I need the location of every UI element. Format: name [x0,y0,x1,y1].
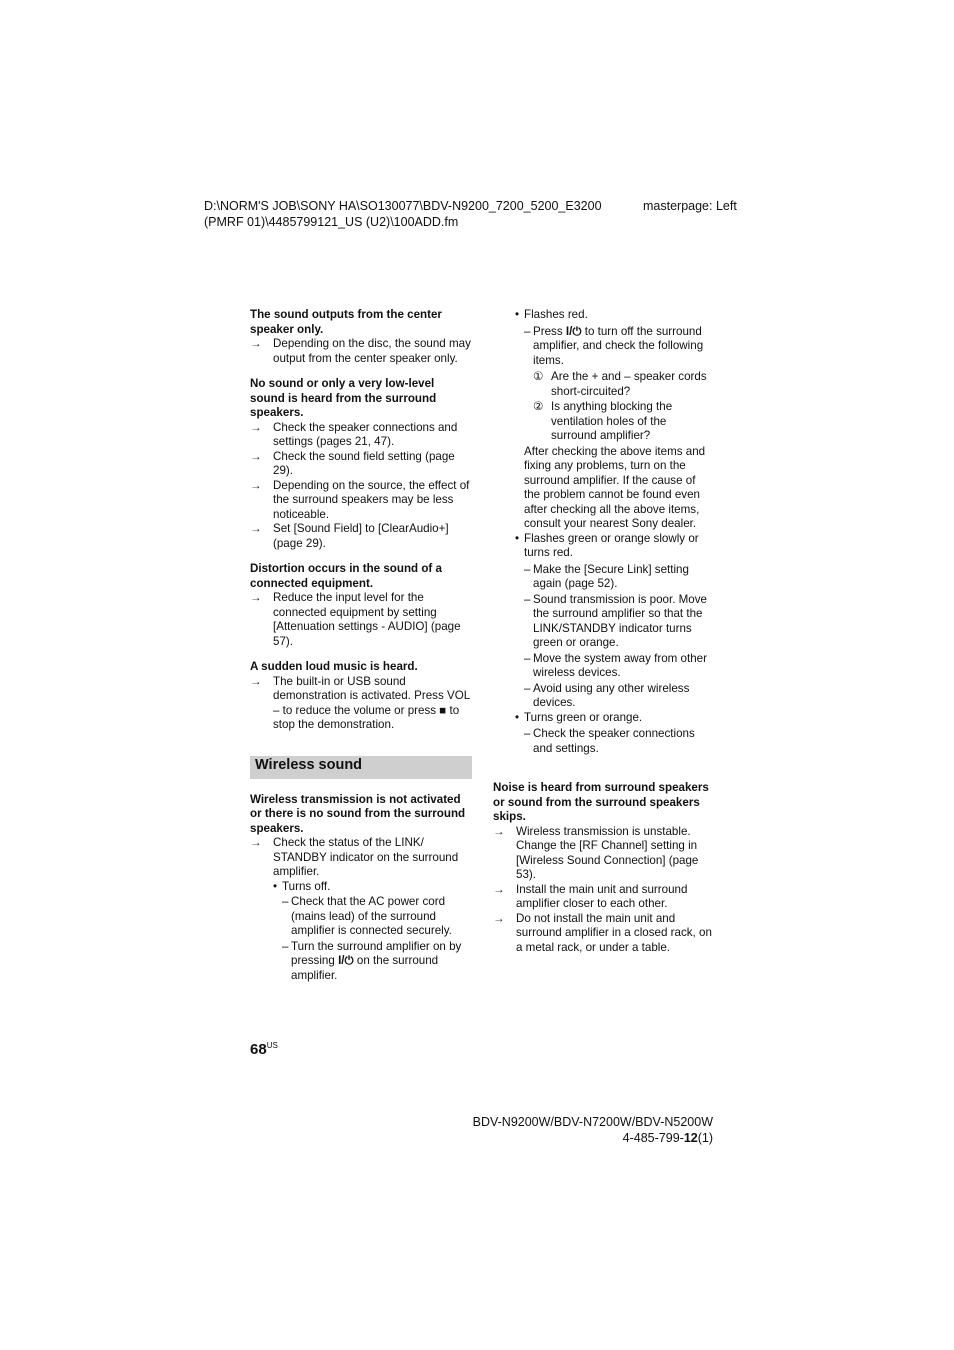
check-text-part2: on the surround amplifier. [291,954,439,982]
check-item [282,940,472,984]
circled-one-icon: ① [533,370,544,383]
page-number [250,1041,278,1058]
numbered-check-item [533,400,713,444]
page-number-value: 68 [250,1041,267,1058]
solution-text-part1: The built-in or USB sound demonstration is activated. Press VOL – to reduce the volume or press [273,674,470,717]
problem-distortion-title: Distortion occurs in the sound of a connected equipment. [250,562,442,590]
file-path-line1: D:\NORM'S JOB\SONY HA\SO130077\BDV-N9200_7200_5200_E3200 [204,199,602,213]
section-title-wireless-sound: Wireless sound [250,756,472,779]
check-item: – Move the system away from other wireless devices. [524,652,713,681]
file-path-header [204,198,624,230]
solution-item [250,675,472,733]
noise-problem-block [493,781,715,955]
power-icon: I/⏻ [565,324,582,338]
solution-item: → Check the speaker connections and settings (pages 21, 47). [250,421,472,450]
after-check-note: After checking the above items and fixing any problems, turn on the surround amplifier. If the cause of the problem cannot be found even after checking all the above items, consult your nearest Sony dealer. [524,444,706,530]
solution-item: → Depending on the disc, the sound may output from the center speaker only. [250,337,472,366]
problem-low-surround-title: No sound or only a very low-level sound is heard from the surround speakers. [250,377,437,419]
document-code-revision: 12 [683,1131,698,1145]
check-text-part2: to turn off the surround amplifier, and check the following items. [533,324,704,367]
check-item [524,325,713,369]
solution-item: → Check the status of the LINK/ STANDBY indicator on the surround amplifier. [250,836,472,880]
solution-item: → Install the main unit and surround amplifier closer to each other. [493,883,715,912]
status-bullet: • Turns green or orange. [515,711,713,726]
masterpage-label: masterpage: Left [643,199,737,213]
document-code-prefix: 4-485-799- [622,1131,684,1145]
solution-item: → Depending on the source, the effect of the surround speakers may be less noticeable. [250,479,472,523]
solution-item: → Check the sound field setting (page 29). [250,450,472,479]
numbered-check-text: Is anything blocking the ventilation holes of the surround amplifier? [551,400,673,442]
stop-icon: ■ [439,703,447,717]
document-code [473,1130,713,1146]
solution-item: → Reduce the input level for the connected equipment by setting [Attenuation settings - AUDIO] (page 57). [250,591,472,649]
status-bullet: • Flashes red. [515,308,713,323]
solution-item: → Do not install the main unit and surround amplifier in a closed rack, on a metal rack, or under a table. [493,912,715,956]
check-item: – Check that the AC power cord (mains lead) of the surround amplifier is connected securely. [282,895,472,939]
model-numbers: BDV-N9200W/BDV-N7200W/BDV-N5200W [472,1115,713,1129]
circled-two-icon: ② [533,400,544,413]
problem-wireless-title: Wireless transmission is not activated or there is no sound from the surround speakers. [250,792,466,835]
solution-item: → Wireless transmission is unstable. Change the [RF Channel] setting in [Wireless Sound Connection] (page 53). [493,825,715,883]
document-code-suffix: (1) [697,1131,713,1145]
check-item: – Avoid using any other wireless devices. [524,682,713,711]
solution-item: → Set [Sound Field] to [ClearAudio+] (page 29). [250,522,472,551]
left-column [250,308,472,983]
check-item: – Sound transmission is poor. Move the surround amplifier so that the LINK/STANDBY indicator turns green or orange. [524,593,713,651]
check-item: – Make the [Secure Link] setting again (page 52). [524,563,713,592]
problem-center-speaker-title: The sound outputs from the center speaker only. [250,308,442,336]
check-item: – Check the speaker connections and settings. [524,727,713,756]
numbered-check-text: Are the + and – speaker cords short-circuited? [551,370,707,398]
model-footer [473,1114,713,1146]
solution-text-part2: to stop the demonstration. [273,703,460,731]
problem-loud-music-title: A sudden loud music is heard. [250,660,418,673]
numbered-check-item [533,370,713,399]
file-path-line2: (PMRF 01)\4485799121_US (U2)\100ADD.fm [204,215,459,229]
right-column [515,308,713,756]
power-icon: I/⏻ [338,954,354,967]
check-text-part1: Turn the surround amplifier on by pressing [291,939,462,967]
problem-noise-title: Noise is heard from surround speakers or sound from the surround speakers skips. [493,781,709,823]
status-bullet: • Flashes green or orange slowly or turns red. [515,532,713,561]
page-number-suffix: US [266,1041,278,1050]
status-bullet: • Turns off. [273,880,472,895]
check-text-part1: Press [533,324,563,338]
